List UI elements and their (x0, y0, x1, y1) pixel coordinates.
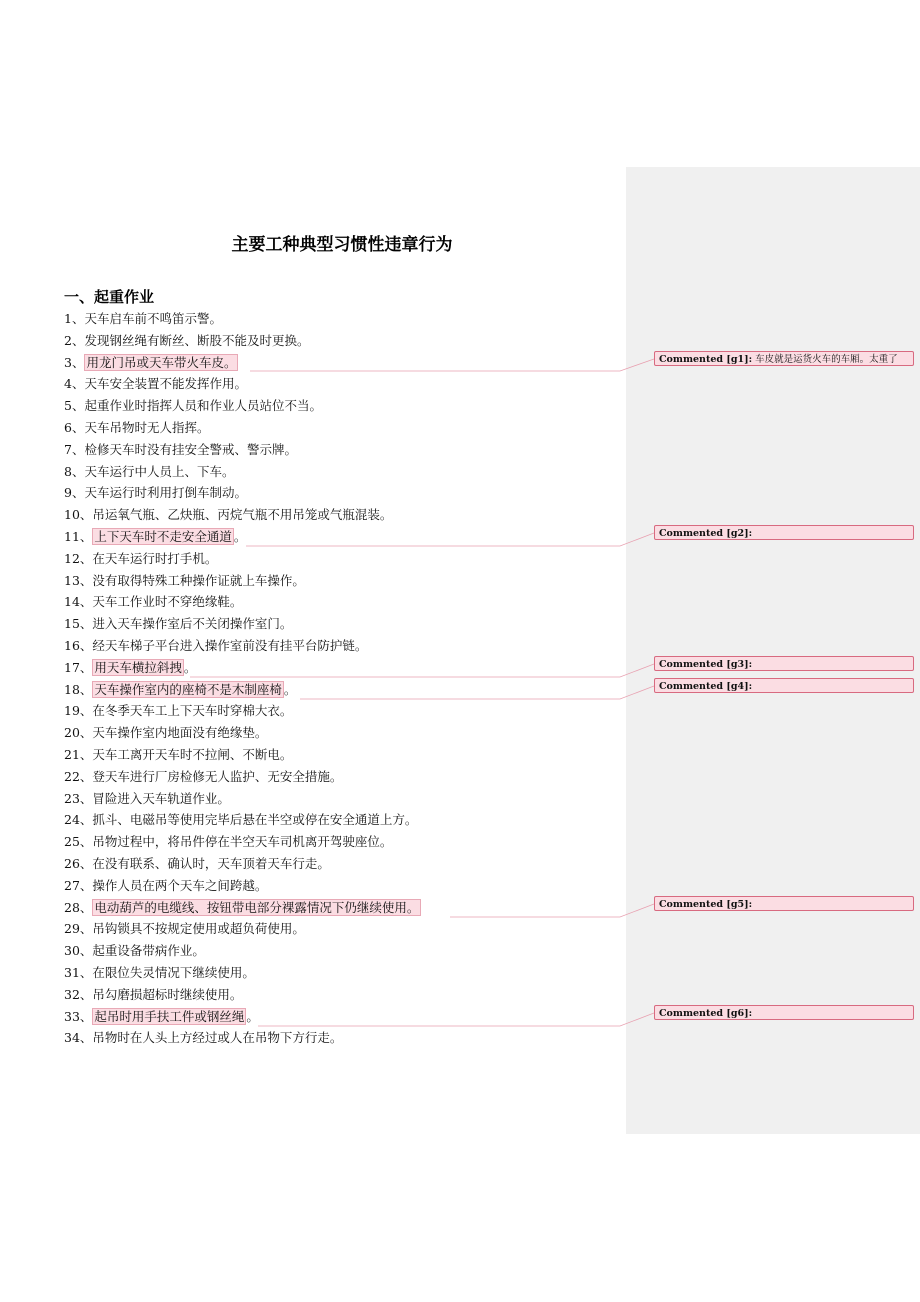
item-text: 天车工离开天车时不拉闸、不断电。 (92, 746, 293, 762)
list-item (64, 613, 624, 635)
item-number: 23、 (64, 790, 93, 806)
item-number: 5、 (64, 398, 85, 414)
item-text: 吊物时在人头上方经过或人在吊物下方行走。 (92, 1030, 343, 1046)
comment-label: Commented [g5]: (659, 899, 753, 910)
item-number: 32、 (64, 986, 93, 1002)
item-number: 12、 (64, 550, 93, 566)
comment-label: Commented [g2]: (659, 528, 753, 539)
item-text: 发现钢丝绳有断丝、断股不能及时更换。 (84, 332, 310, 348)
item-number: 14、 (64, 594, 93, 610)
list-item (64, 897, 624, 919)
list-item (64, 1006, 624, 1028)
comment-label: Commented [g1]: (659, 354, 753, 365)
item-number: 27、 (64, 877, 93, 893)
list-item (64, 766, 624, 788)
item-text: 抓斗、电磁吊等使用完毕后悬在半空或停在安全通道上方。 (92, 812, 418, 828)
violation-list (64, 308, 624, 1049)
section-heading: 一、起重作业 (64, 288, 155, 306)
item-text: 起重作业时指挥人员和作业人员站位不当。 (84, 398, 322, 414)
item-text: 在冬季天车工上下天车时穿棉大衣。 (92, 703, 293, 719)
highlighted-text: 上下天车时不走安全通道 (94, 528, 232, 544)
list-item (64, 875, 624, 897)
comment-g5[interactable] (654, 896, 914, 911)
item-number: 6、 (64, 419, 85, 435)
list-item (64, 526, 624, 548)
item-text: 进入天车操作室后不关闭操作室门。 (92, 616, 293, 632)
item-text: 操作人员在两个天车之间跨越。 (92, 877, 268, 893)
item-text: 天车安全装置不能发挥作用。 (84, 376, 247, 392)
item-text: 吊物过程中，将吊件停在半空天车司机离开驾驶座位。 (92, 834, 393, 850)
document-title: 主要工种典型习惯性违章行为 (231, 235, 453, 255)
item-text: 天车启车前不鸣笛示警。 (84, 311, 222, 326)
list-item (64, 504, 624, 526)
list-item (64, 940, 624, 962)
list-item (64, 657, 624, 679)
comment-label: Commented [g3]: (659, 659, 753, 670)
highlighted-text: 用天车横拉斜拽 (94, 659, 182, 675)
highlighted-text: 用龙门吊或天车带火车皮。 (86, 354, 237, 370)
item-number: 1、 (64, 311, 85, 326)
item-text: 天车工作业时不穿绝缘鞋。 (92, 594, 243, 610)
list-item (64, 918, 624, 940)
item-number: 22、 (64, 768, 93, 784)
item-number: 7、 (64, 441, 85, 457)
comments-pane (626, 167, 920, 1134)
comment-text: 车皮就是运货火车的车厢。太重了 (755, 354, 898, 365)
item-number: 8、 (64, 463, 85, 479)
item-text: 在限位失灵情况下继续使用。 (92, 964, 255, 980)
list-item (64, 809, 624, 831)
item-number: 11、 (64, 528, 93, 544)
item-text: 在天车运行时打手机。 (92, 550, 218, 566)
list-item (64, 482, 624, 504)
list-item (64, 853, 624, 875)
item-number: 17、 (64, 659, 93, 675)
item-number: 10、 (64, 507, 93, 523)
list-item (64, 635, 624, 657)
list-item (64, 373, 624, 395)
item-text: 冒险进入天车轨道作业。 (92, 790, 230, 806)
item-number: 21、 (64, 746, 93, 762)
comment-g4[interactable] (654, 678, 914, 693)
list-item (64, 461, 624, 483)
list-item (64, 984, 624, 1006)
item-text: 没有取得特殊工种操作证就上车操作。 (92, 572, 305, 588)
item-number: 31、 (64, 964, 93, 980)
item-number: 33、 (64, 1008, 93, 1024)
item-number: 16、 (64, 637, 93, 653)
list-item (64, 722, 624, 744)
item-number: 3、 (64, 354, 85, 370)
highlighted-text: 天车操作室内的座椅不是木制座椅 (94, 681, 282, 697)
item-text: 检修天车时没有挂安全警戒、警示牌。 (84, 441, 297, 457)
item-text: 吊运氧气瓶、乙炔瓶、丙烷气瓶不用吊笼或气瓶混装。 (92, 507, 393, 523)
list-item (64, 570, 624, 592)
list-item (64, 352, 624, 374)
item-number: 34、 (64, 1030, 93, 1046)
list-item (64, 330, 624, 352)
item-text: 起重设备带病作业。 (92, 943, 205, 959)
item-text: 在没有联系、确认时，天车顶着天车行走。 (92, 855, 330, 871)
comment-label: Commented [g6]: (659, 1008, 753, 1019)
list-item (64, 700, 624, 722)
list-item (64, 788, 624, 810)
item-number: 20、 (64, 725, 93, 741)
list-item (64, 744, 624, 766)
comment-label: Commented [g4]: (659, 681, 753, 692)
list-item (64, 548, 624, 570)
item-text: 天车运行时利用打倒车制动。 (84, 485, 247, 501)
item-text: 天车操作室内地面没有绝缘垫。 (92, 725, 268, 741)
list-item (64, 1027, 624, 1049)
item-number: 28、 (64, 899, 93, 915)
item-number: 19、 (64, 703, 93, 719)
comment-g1[interactable] (654, 351, 914, 366)
comment-g2[interactable] (654, 525, 914, 540)
item-text-tail: 。 (283, 681, 297, 697)
list-item (64, 417, 624, 439)
item-number: 18、 (64, 681, 93, 697)
highlighted-text: 起吊时用手扶工件或钢丝绳 (94, 1008, 245, 1024)
item-text-tail: 。 (246, 1008, 259, 1024)
item-text: 登天车进行厂房检修无人监护、无安全措施。 (92, 768, 343, 784)
item-number: 15、 (64, 616, 93, 632)
list-item (64, 308, 624, 330)
item-number: 24、 (64, 812, 93, 828)
item-number: 2、 (64, 332, 85, 348)
item-number: 30、 (64, 943, 93, 959)
list-item (64, 395, 624, 417)
list-item (64, 679, 624, 701)
item-text: 经天车梯子平台进入操作室前没有挂平台防护链。 (92, 637, 368, 653)
item-text-tail: 。 (183, 659, 197, 675)
item-number: 4、 (64, 376, 85, 392)
item-text: 吊钩锁具不按规定使用或超负荷使用。 (92, 921, 305, 937)
list-item (64, 831, 624, 853)
comment-g3[interactable] (654, 656, 914, 671)
item-text: 吊勾磨损超标时继续使用。 (92, 986, 243, 1002)
comment-g6[interactable] (654, 1005, 914, 1020)
item-text: 天车吊物时无人指挥。 (84, 419, 210, 435)
item-number: 29、 (64, 921, 93, 937)
list-item (64, 439, 624, 461)
list-item (64, 591, 624, 613)
item-number: 13、 (64, 572, 93, 588)
highlighted-text: 电动葫芦的电缆线、按钮带电部分裸露情况下仍继续使用。 (94, 899, 420, 915)
item-number: 9、 (64, 485, 85, 501)
list-item (64, 962, 624, 984)
item-text-tail: 。 (233, 528, 247, 544)
item-text: 天车运行中人员上、下车。 (84, 463, 235, 479)
item-number: 25、 (64, 834, 93, 850)
item-number: 26、 (64, 855, 93, 871)
